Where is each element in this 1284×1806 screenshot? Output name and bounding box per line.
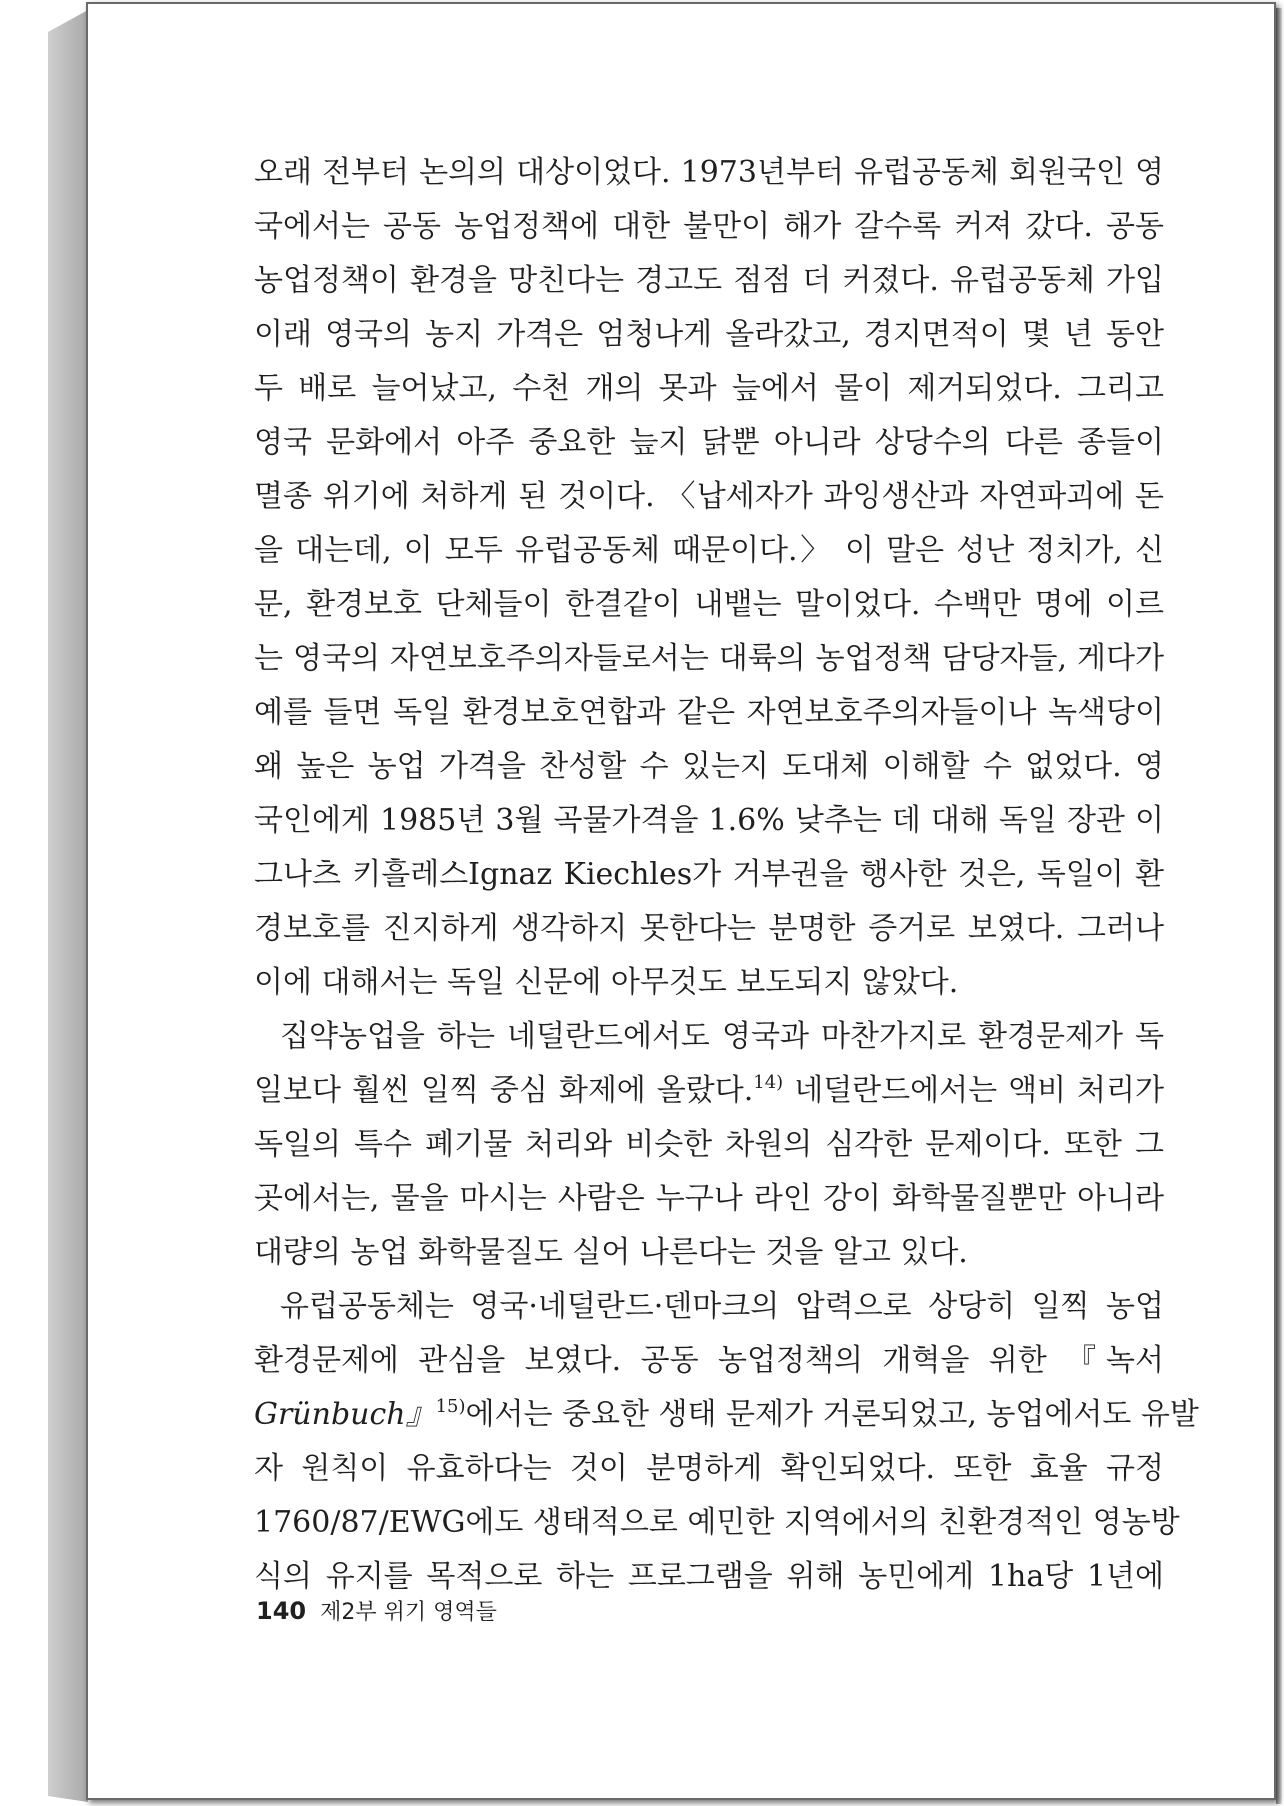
footnote-ref-14: 14) bbox=[753, 1072, 784, 1093]
text-line: 농업정책이 환경을 망친다는 경고도 점점 더 커졌다. 유럽공동체 가입 bbox=[254, 263, 1164, 298]
text-line: 대량의 농업 화학물질도 실어 나른다는 것을 알고 있다. bbox=[254, 1235, 968, 1270]
text-line: 식의 유지를 목적으로 하는 프로그램을 위해 농민에게 1ha당 1년에 bbox=[254, 1559, 1164, 1594]
text-line: 왜 높은 농업 가격을 찬성할 수 있는지 도대체 이해할 수 없었다. 영 bbox=[254, 749, 1164, 784]
text-segment-italic: Grünbuch』 bbox=[254, 1397, 436, 1432]
text-line: 두 배로 늘어났고, 수천 개의 못과 늪에서 물이 제거되었다. 그리고 bbox=[254, 371, 1164, 406]
book-page-edge bbox=[48, 10, 88, 1802]
text-line: 유럽공동체는 영국·네덜란드·덴마크의 압력으로 상당히 일찍 농업 bbox=[280, 1289, 1164, 1324]
footnote-ref-15: 15) bbox=[435, 1396, 466, 1417]
page-shadow bbox=[1276, 8, 1282, 1804]
running-head: 제2부 위기 영역들 bbox=[320, 1600, 497, 1625]
text-line: 는 영국의 자연보호주의자들로서는 대륙의 농업정책 담당자들, 게다가 bbox=[254, 641, 1165, 676]
text-line: 집약농업을 하는 네덜란드에서도 영국과 마찬가지로 환경문제가 독 bbox=[280, 1019, 1164, 1054]
text-line: 오래 전부터 논의의 대상이었다. 1973년부터 유럽공동체 회원국인 영 bbox=[254, 155, 1164, 190]
text-line: 이에 대해서는 독일 신문에 아무것도 보도되지 않았다. bbox=[254, 965, 959, 1000]
text-line: 독일의 특수 폐기물 처리와 비슷한 차원의 심각한 문제이다. 또한 그 bbox=[254, 1127, 1164, 1162]
text-line: 멸종 위기에 처하게 된 것이다. 〈납세자가 과잉생산과 자연파괴에 돈 bbox=[254, 479, 1164, 514]
text-line: 이래 영국의 농지 가격은 엄청나게 올라갔고, 경지면적이 몇 년 동안 bbox=[254, 317, 1164, 352]
text-line: 1760/87/EWG에도 생태적으로 예민한 지역에서의 친환경적인 영농방 bbox=[254, 1505, 1180, 1540]
text-line: 영국 문화에서 아주 중요한 늪지 닭뿐 아니라 상당수의 다른 종들이 bbox=[254, 425, 1164, 460]
text-line: 을 대는데, 이 모두 유럽공동체 때문이다.〉 이 말은 성난 정치가, 신 bbox=[254, 533, 1164, 568]
text-segment: 네덜란드에서는 액비 처리가 bbox=[783, 1073, 1164, 1108]
text-line: 국에서는 공동 농업정책에 대한 불만이 해가 갈수록 커져 갔다. 공동 bbox=[254, 209, 1164, 244]
text-line: 예를 들면 독일 환경보호연합과 같은 자연보호주의자들이나 녹색당이 bbox=[254, 695, 1164, 730]
text-line: 국인에게 1985년 3월 곡물가격을 1.6% 낮추는 데 대해 독일 장관 이 bbox=[254, 803, 1164, 838]
text-segment: 일보다 훨씬 일찍 중심 화제에 올랐다. bbox=[254, 1073, 754, 1108]
text-line: 문, 환경보호 단체들이 한결같이 내뱉는 말이었다. 수백만 명에 이르 bbox=[254, 587, 1164, 622]
text-line-with-footnote bbox=[254, 1388, 1199, 1442]
text-segment: 에서는 중요한 생태 문제가 거론되었고, 농업에서도 유발 bbox=[465, 1397, 1199, 1432]
text-line: 환경문제에 관심을 보였다. 공동 농업정책의 개혁을 위한 『녹서 bbox=[254, 1343, 1164, 1378]
text-line-with-footnote bbox=[254, 1064, 1164, 1118]
text-line: 경보호를 진지하게 생각하지 못한다는 분명한 증거로 보였다. 그러나 bbox=[254, 911, 1164, 946]
body-text bbox=[254, 146, 1199, 1604]
text-line: 자 원칙이 유효하다는 것이 분명하게 확인되었다. 또한 효율 규정 bbox=[254, 1451, 1164, 1486]
text-line: 곳에서는, 물을 마시는 사람은 누구나 라인 강이 화학물질뿐만 아니라 bbox=[254, 1181, 1164, 1216]
text-line: 그나츠 키흘레스Ignaz Kiechles가 거부권을 행사한 것은, 독일이 환 bbox=[254, 857, 1164, 892]
page-footer bbox=[256, 1596, 497, 1626]
page-number: 140 bbox=[256, 1597, 307, 1625]
